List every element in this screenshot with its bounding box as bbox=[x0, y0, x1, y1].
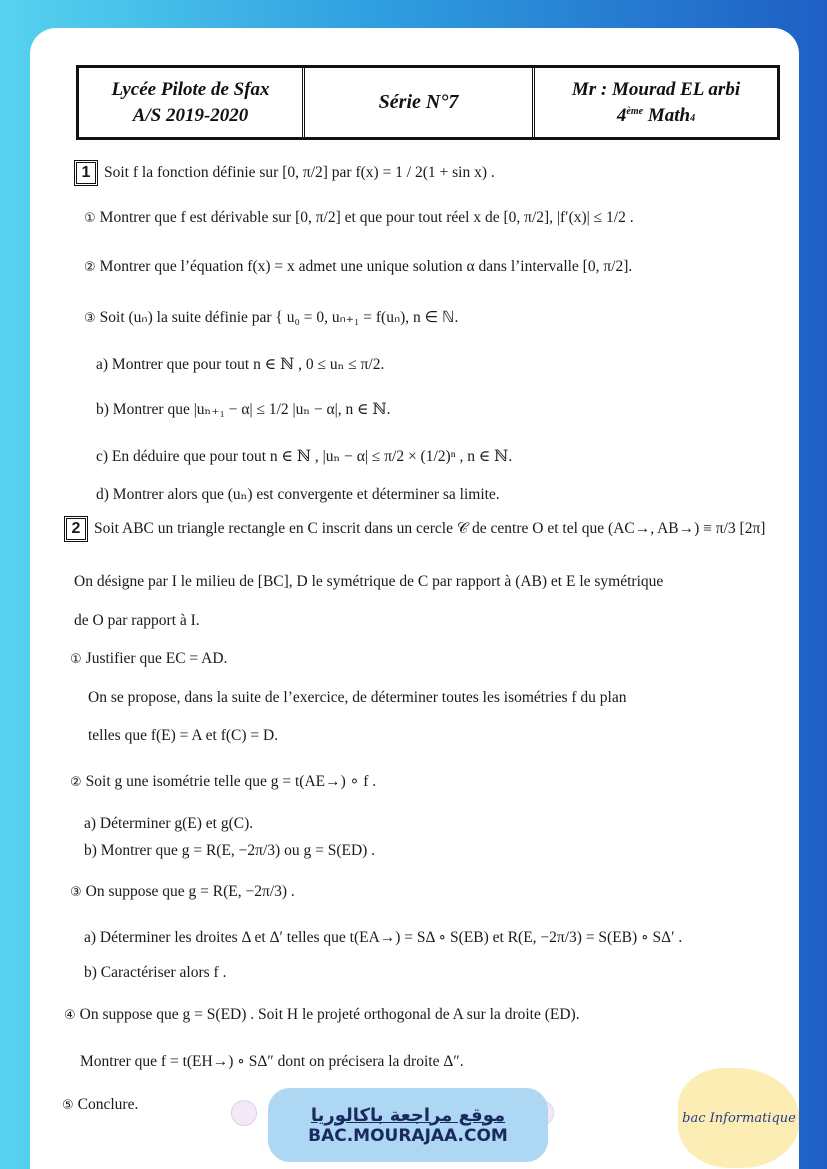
header-school-cell bbox=[79, 68, 305, 137]
ex1-q1: ① Montrer que f est dérivable sur [0, π/2] et que pour tout réel x de [0, π/2], |f′(x)| ≤ 1/2 . bbox=[84, 209, 634, 226]
ex2-q5: ⑤ Conclure. bbox=[62, 1096, 139, 1113]
series-title: Série N°7 bbox=[378, 91, 459, 113]
header-teacher-cell bbox=[535, 68, 777, 137]
bac-informatique-badge: bac Informatique bbox=[678, 1068, 799, 1168]
ex2-q2a: a) Déterminer g(E) et g(C). bbox=[84, 815, 254, 832]
ex1-q3: ③ Soit (uₙ) la suite définie par { u₀ = 0, uₙ₊₁ = f(uₙ), n ∈ ℕ. bbox=[84, 309, 459, 326]
ex2-q2: ② Soit g une isométrie telle que g = t(AE→) ∘ f . bbox=[70, 773, 377, 790]
school-year: A/S 2019-2020 bbox=[132, 104, 249, 126]
class-name: 4ème Math4 bbox=[616, 104, 696, 126]
exercise-number-1: 1 bbox=[76, 162, 96, 184]
ex2-q4: ④ On suppose que g = S(ED) . Soit H le projeté orthogonal de A sur la droite (ED). bbox=[64, 1006, 580, 1023]
teacher-name: Mr : Mourad EL arbi bbox=[571, 78, 741, 100]
document-page bbox=[30, 28, 799, 1169]
site-url[interactable]: BAC.MOURAJAA.COM bbox=[308, 1125, 508, 1146]
ex1-intro: 1 Soit f la fonction définie sur [0, π/2] par f(x) = 1 / 2(1 + sin x) . bbox=[76, 162, 495, 184]
ex2-q3a: a) Déterminer les droites Δ et Δ′ telles que t(EA→) = SΔ ∘ S(EB) et R(E, −2π/3) = S(EB) ∘ SΔ′ . bbox=[84, 929, 683, 946]
left-logo-icon bbox=[231, 1100, 257, 1126]
ex2-q2b: b) Montrer que g = R(E, −2π/3) ou g = S(ED) . bbox=[84, 842, 376, 859]
ex1-q3c: c) En déduire que pour tout n ∈ ℕ , |uₙ − α| ≤ π/2 × (1/2)ⁿ , n ∈ ℕ. bbox=[96, 448, 513, 465]
ex2-p2: telles que f(E) = A et f(C) = D. bbox=[88, 727, 279, 744]
ex2-q3b: b) Caractériser alors f . bbox=[84, 964, 227, 981]
ex2-intro: 2 Soit ABC un triangle rectangle en C inscrit dans un cercle 𝒞 de centre O et tel que (AC→, AB→) ≡ π/3 [2π] bbox=[66, 518, 765, 540]
site-arabic-name: موقع مراجعة باكالوريا bbox=[310, 1104, 506, 1126]
ex2-q3: ③ On suppose que g = R(E, −2π/3) . bbox=[70, 883, 295, 900]
school-name: Lycée Pilote de Sfax bbox=[111, 78, 270, 100]
header-series-cell bbox=[305, 68, 535, 137]
exercise-number-2: 2 bbox=[66, 518, 86, 540]
ex2-line3: de O par rapport à I. bbox=[74, 612, 200, 629]
site-banner[interactable] bbox=[268, 1088, 548, 1162]
header-table bbox=[76, 65, 780, 140]
ex1-q3b: b) Montrer que |uₙ₊₁ − α| ≤ 1/2 |uₙ − α|, n ∈ ℕ. bbox=[96, 401, 391, 418]
ex1-q3d: d) Montrer alors que (uₙ) est convergente et déterminer sa limite. bbox=[96, 486, 500, 503]
ex2-p1: On se propose, dans la suite de l’exercice, de déterminer toutes les isométries f du plan bbox=[88, 689, 627, 706]
ex2-q1: ① Justifier que EC = AD. bbox=[70, 650, 228, 667]
ex1-q3a: a) Montrer que pour tout n ∈ ℕ , 0 ≤ uₙ ≤ π/2. bbox=[96, 356, 385, 373]
ex2-line2: On désigne par I le milieu de [BC], D le symétrique de C par rapport à (AB) et E le symétrique bbox=[74, 573, 664, 590]
ex1-q2: ② Montrer que l’équation f(x) = x admet une unique solution α dans l’intervalle [0, π/2]. bbox=[84, 258, 633, 275]
ex2-q4b: Montrer que f = t(EH→) ∘ SΔ″ dont on précisera la droite Δ″. bbox=[80, 1053, 464, 1070]
